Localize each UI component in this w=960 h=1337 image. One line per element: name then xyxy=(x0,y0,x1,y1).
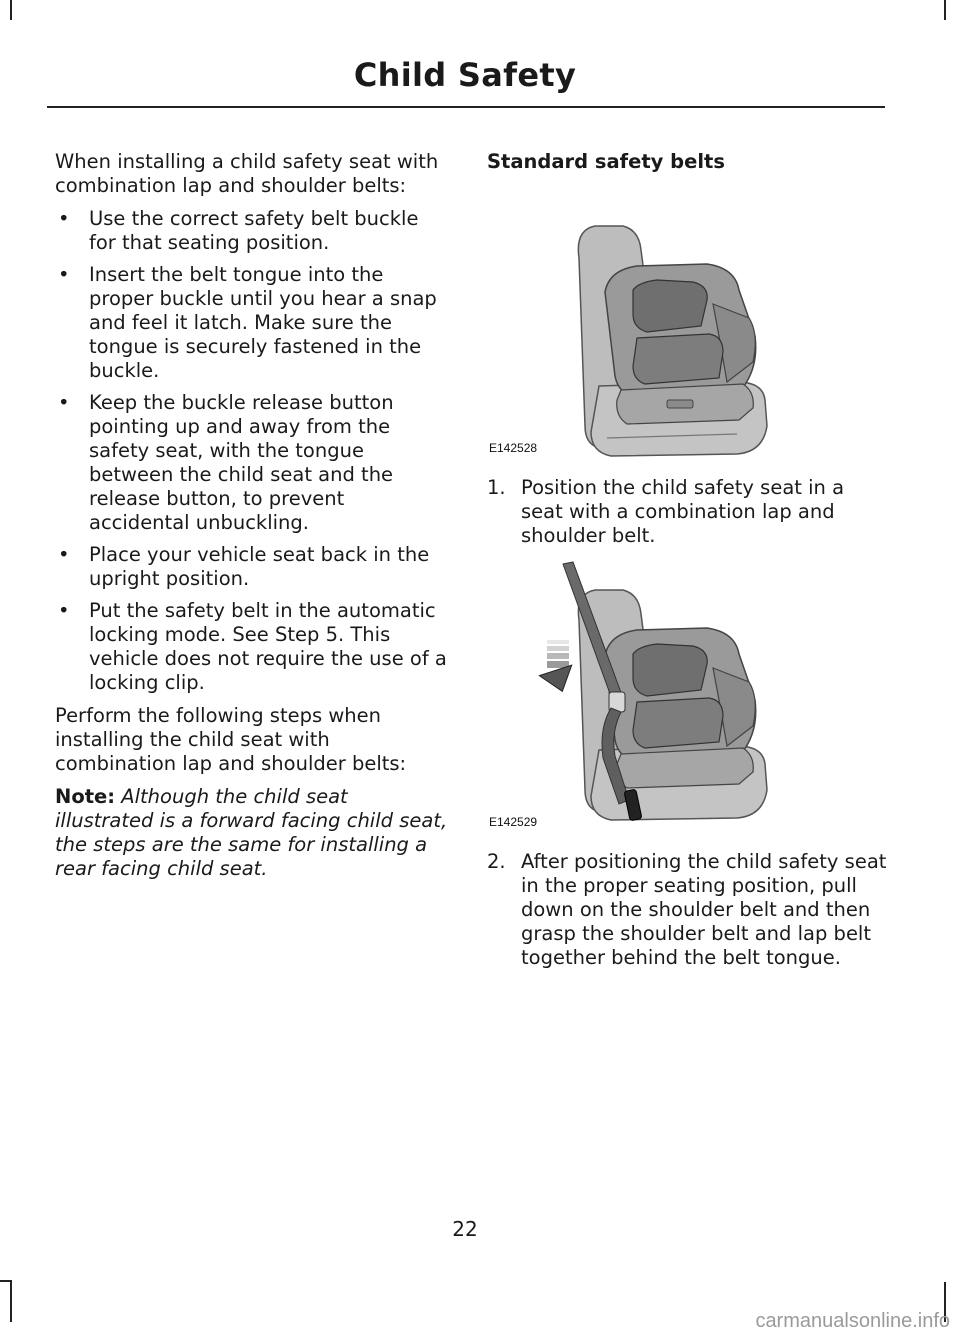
bullet-item xyxy=(55,543,450,591)
note-paragraph xyxy=(55,785,450,881)
step-list-1 xyxy=(487,476,887,548)
bullet-glyph: • xyxy=(58,391,70,414)
bullet-text: Place your vehicle seat back in the upright position. xyxy=(89,543,430,590)
step-item xyxy=(487,476,887,548)
step-number: 1. xyxy=(487,476,506,499)
step-item xyxy=(487,850,887,970)
crop-mark-bottom-left-h xyxy=(0,1280,12,1282)
left-column xyxy=(55,150,450,890)
figure-child-seat-on-vehicle-seat xyxy=(487,186,887,464)
intro-paragraph: When installing a child safety seat with combination lap and shoulder belts: xyxy=(55,150,439,197)
figure-code: E142528 xyxy=(489,441,538,455)
child-seat-illustration-2 xyxy=(487,558,887,838)
page-title: Child Safety xyxy=(353,56,577,94)
step-text: Position the child safety seat in a seat with a combination lap and shoulder belt. xyxy=(521,476,845,547)
child-seat-illustration-1 xyxy=(487,186,887,464)
figure-pull-shoulder-belt xyxy=(487,558,887,838)
bullet-text: Use the correct safety belt buckle for that seating position. xyxy=(89,207,419,254)
note-text: Although the child seat illustrated is a forward facing child seat, the steps are the same for installing a rear facing child seat. xyxy=(55,785,448,880)
bullet-glyph: • xyxy=(58,263,70,286)
page-number: 22 xyxy=(452,1217,478,1241)
note-label: Note: xyxy=(55,785,116,808)
bullet-item xyxy=(55,263,450,383)
bullet-glyph: • xyxy=(58,599,70,622)
section-heading: Standard safety belts xyxy=(487,150,725,173)
bullet-item xyxy=(55,599,450,695)
step-text: After positioning the child safety seat in the proper seating position, pull down on the shoulder belt and then grasp the shoulder belt and lap belt together behind the belt tongue. xyxy=(521,850,887,969)
bullet-item xyxy=(55,391,450,535)
step-list-2 xyxy=(487,850,887,970)
crop-mark-bottom-left xyxy=(10,1282,12,1322)
figure-code: E142529 xyxy=(489,815,538,829)
header-rule xyxy=(47,106,885,108)
right-column xyxy=(487,150,887,980)
step-number: 2. xyxy=(487,850,506,873)
bullet-glyph: • xyxy=(58,543,70,566)
bullet-text: Put the safety belt in the automatic locking mode. See Step 5. This vehicle does not require the use of a locking clip. xyxy=(89,599,447,694)
bullet-glyph: • xyxy=(58,207,70,230)
crop-mark-top-left xyxy=(10,0,12,20)
bullet-text: Keep the buckle release button pointing up and away from the safety seat, with the tongue between the child seat and the release button, to prevent accidental unbuckling. xyxy=(89,391,394,534)
crop-mark-top-right xyxy=(944,0,946,20)
bullet-text: Insert the belt tongue into the proper buckle until you hear a snap and feel it latch. Make sure the tongue is securely fastened in the buckle. xyxy=(89,263,437,382)
watermark: carmanualsonline.info xyxy=(755,1310,950,1332)
bullet-list xyxy=(55,207,450,695)
bullet-item xyxy=(55,207,450,255)
steps-intro-paragraph: Perform the following steps when installing the child seat with combination lap and shoulder belts: xyxy=(55,704,407,775)
